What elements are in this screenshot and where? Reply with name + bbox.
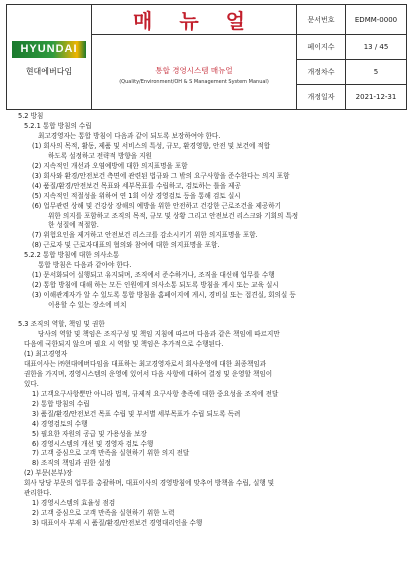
list-item: 1) 고객요구사항뿐만 아니라 법적, 규제적 요구사항 충족에 대한 중요성을 조직에 전달: [32, 389, 279, 398]
list-item: 3) 대표이사 부재 시 품질/환경/안전보건 경영대리인을 수행: [32, 519, 203, 528]
subtitle-korean: 통합 경영시스템 매뉴얼: [155, 66, 233, 75]
document-header: [6, 4, 407, 110]
list-item-continuation: 위한 의지를 포함하고 조직의 목적, 규모 및 상황 그리고 안전보건 리스크와 기회의 특정: [48, 211, 299, 220]
paragraph-gap: [18, 311, 404, 320]
meta-value-page: 13 / 45: [346, 35, 407, 60]
list-item: (1) 문서화되어 실행되고 유지되며, 조직에서 준수하거나, 조직을 대신해 업무를 수행: [32, 271, 275, 280]
body-text-line: 최고경영자는 통합 방침이 다음과 같이 되도록 보장하여야 한다.: [38, 131, 221, 140]
company-name: 현대에버다임: [25, 67, 73, 76]
list-item: 2) 고객 중심으로 고객 만족을 실현하기 위한 노력: [32, 509, 175, 518]
list-item: (6) 업무관련 상해 및 건강상 장해의 예방을 위한 안전하고 건강한 근로조건을 제공하기: [32, 201, 281, 210]
role-heading: (2) 부문(본부)장: [24, 469, 73, 478]
subtitle-cell: [92, 35, 297, 110]
meta-value-doc-number: EDMM-0000: [346, 5, 407, 35]
subtitle-english: (Quality/Environment/OH & S Management System Manual): [119, 79, 269, 85]
list-item: 6) 경영시스템의 개선 및 경영자 검토 수행: [32, 439, 154, 448]
body-text-line: 대표이사는 ㈜현대에버다임을 대표하는 최고경영자로서 회사운영에 대한 최종책임과: [24, 359, 267, 368]
list-item: 2) 통합 방침의 수립: [32, 399, 90, 408]
body-text-line: 당사의 역할 및 책임은 조직구성 및 책임 지침에 따르며 다음과 같은 책임에 따르지만: [38, 330, 280, 339]
body-text-line: 회사 당당 부문의 업무를 총괄하며, 대표이사의 경영방침에 맞추어 방책을 수립, 실행 및: [24, 479, 275, 488]
list-item: (3) 회사와 환경/안전보건 측면에 관련된 법규와 그 밖의 요구사항을 준수한다는 의지 포함: [32, 171, 290, 180]
meta-label-page: 페이지수: [297, 35, 346, 60]
list-item: 5) 필요한 자원의 공급 및 가용성을 보장: [32, 429, 147, 438]
list-item: (2) 통합 방침에 대해 하는 모든 인원에게 의사소통 되도록 방침을 게시 또는 교육 실시: [32, 281, 279, 290]
meta-label-revision: 개정차수: [297, 60, 346, 85]
body-text-line: 권한을 가지며, 경영시스템의 운영에 있어서 다음 사항에 대하여 결정 및 운영할 책임이: [24, 369, 273, 378]
meta-value-revision-date: 2021-12-31: [346, 85, 407, 110]
list-item: (7) 위험요인을 제거하고 안전보건 리스크를 감소시키기 위한 의지표명을 포함.: [32, 231, 258, 240]
list-item: (3) 이해관계자가 알 수 있도록 통합 방침을 홈페이지에 게시, 경비실 또는 접견실, 회의실 등: [32, 291, 296, 300]
document-title-cell: [92, 5, 297, 35]
manual-body: [18, 112, 404, 529]
subsection-heading: 5.2.2 통합 방침에 대한 의사소통: [24, 251, 120, 260]
section-heading: 5.3 조직의 역할, 책임 및 권한: [18, 320, 105, 329]
list-item: 1) 경영시스템의 효율성 점검: [32, 499, 116, 508]
role-heading: (1) 최고경영자: [24, 349, 68, 358]
body-text-line: 통합 방침은 다음과 같아야 한다.: [38, 261, 132, 270]
company-logo-block: [7, 5, 92, 110]
section-heading: 5.2 방침: [18, 112, 44, 120]
document-title: 매 뉴 얼: [133, 9, 255, 33]
meta-label-doc-number: 문서번호: [297, 5, 346, 35]
list-item: 3) 품질/환경/안전보건 목표 수립 및 부서별 세부목표가 수립 되도록 독려: [32, 409, 241, 418]
list-item: (8) 근로자 및 근로자대표의 협의와 참여에 대한 의지표명을 포함.: [32, 241, 220, 250]
meta-value-revision: 5: [346, 60, 407, 85]
list-item: 4) 경영검토의 수행: [32, 419, 88, 428]
body-text-line: 있다.: [24, 379, 39, 388]
list-item: 7) 고객 중심으로 고객 만족을 실현하기 위한 의지 전달: [32, 449, 190, 458]
list-item: (4) 품질/환경/안전보건 목표와 세부목표를 수립하고, 검토하는 틀을 제공: [32, 181, 241, 190]
meta-label-revision-date: 개정일자: [297, 85, 346, 110]
subsection-heading: 5.2.1 통합 방침의 수립: [24, 121, 92, 130]
list-item: (2) 지속적인 개선과 오염예방에 대한 의지표명을 포함: [32, 161, 188, 170]
list-item: (5) 지속적인 적절성을 위하여 연 1회 이상 경영검토 등을 통해 검토 실시: [32, 191, 241, 200]
list-item-continuation: 한 성질에 적절함.: [48, 221, 99, 230]
list-item: 8) 조직의 책임과 권한 설정: [32, 459, 111, 468]
list-item-continuation: 하도록 설정하고 전략적 방향을 지원: [48, 151, 152, 160]
list-item-continuation: 이용할 수 있는 장소에 비치: [48, 301, 127, 310]
list-item: (1) 회사의 목적, 활동, 제품 및 서비스의 특성, 규모, 환경영향, 안전 및 보건에 적합: [32, 141, 271, 150]
hyundai-logo: HYUNDAI: [12, 41, 86, 58]
body-text-line: 관리한다.: [24, 489, 52, 498]
body-text-line: 다음에 국한되지 않으며 필요 시 역할 및 책임은 추가적으로 수행된다.: [24, 339, 224, 348]
